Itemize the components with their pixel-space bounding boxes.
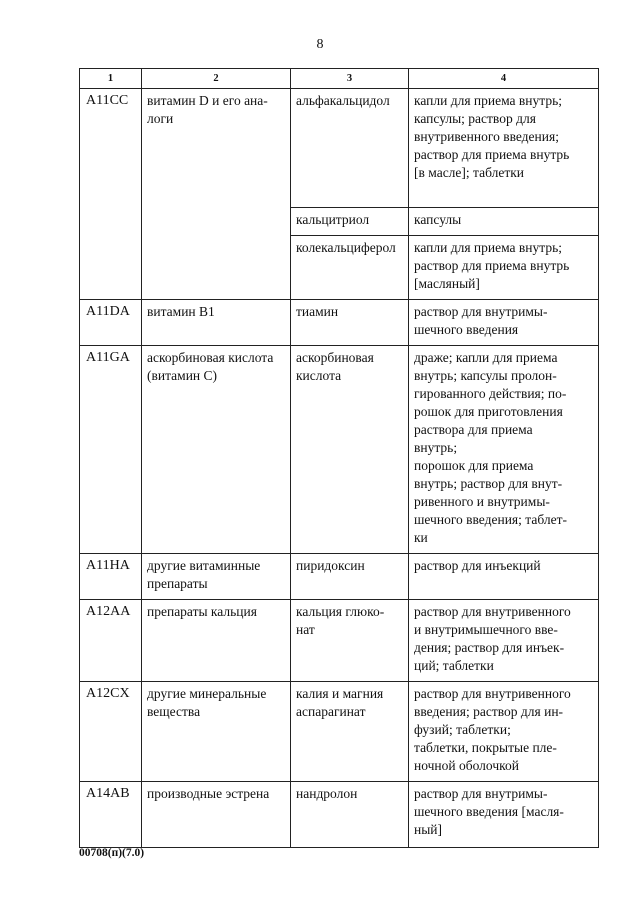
column-header: 1 xyxy=(80,69,142,89)
group-name: аскорбиновая кислота (витамин C) xyxy=(147,350,274,383)
group-name: витамин B1 xyxy=(147,304,215,319)
drug-name-cell xyxy=(291,89,409,208)
atc-code-cell xyxy=(80,89,142,300)
drug-name: кальцитриол xyxy=(296,212,370,227)
atc-code: A12CX xyxy=(86,686,130,701)
drug-name-cell xyxy=(291,346,409,554)
table-row xyxy=(80,782,599,848)
dosage-form: раствор для инъекций xyxy=(414,558,541,573)
table-row xyxy=(80,600,599,682)
drug-name-cell xyxy=(291,554,409,600)
drug-name: пиридоксин xyxy=(296,558,365,573)
drug-name-cell xyxy=(291,782,409,848)
group-cell xyxy=(142,89,291,300)
atc-code: A11CC xyxy=(86,93,129,108)
table-row xyxy=(80,682,599,782)
atc-code-cell xyxy=(80,554,142,600)
dosage-form-cell xyxy=(409,89,599,208)
dosage-form: раствор для внутримы- шечного введения xyxy=(414,304,548,337)
atc-code: A14AB xyxy=(86,786,130,801)
atc-code: A11GA xyxy=(86,350,130,365)
page-number: 8 xyxy=(316,37,324,52)
drug-name: нандролон xyxy=(296,786,358,801)
drug-name: кальция глюко- нат xyxy=(296,604,385,637)
drug-classification-table xyxy=(79,68,599,848)
dosage-form: раствор для внутривенного и внутримышечного вве- дения; раствор для инъек- ций; таблетки xyxy=(414,604,571,673)
dosage-form-cell xyxy=(409,600,599,682)
drug-name: тиамин xyxy=(296,304,339,319)
dosage-form: раствор для внутримы- шечного введения [масля- ный] xyxy=(414,786,564,837)
dosage-form: капсулы xyxy=(414,212,462,227)
atc-code-cell xyxy=(80,346,142,554)
atc-code-cell xyxy=(80,782,142,848)
drug-name: колекальциферол xyxy=(296,240,396,255)
dosage-form-cell xyxy=(409,208,599,236)
dosage-form-cell xyxy=(409,554,599,600)
column-header: 3 xyxy=(291,69,409,89)
atc-code-cell xyxy=(80,682,142,782)
dosage-form-cell xyxy=(409,782,599,848)
table-row xyxy=(80,554,599,600)
group-cell xyxy=(142,300,291,346)
group-name: витамин D и его ана- логи xyxy=(147,93,268,126)
group-cell xyxy=(142,554,291,600)
atc-code: A11DA xyxy=(86,304,130,319)
drug-name-cell xyxy=(291,682,409,782)
dosage-form: раствор для внутривенного введения; раствор для ин- фузий; таблетки; таблетки, покрытые пле- ночной оболочкой xyxy=(414,686,571,773)
group-name: другие минеральные вещества xyxy=(147,686,267,719)
drug-name: калия и магния аспарагинат xyxy=(296,686,384,719)
dosage-form: капли для приема внутрь; раствор для приема внутрь [масляный] xyxy=(414,240,570,291)
drug-name: аскорбиновая кислота xyxy=(296,350,374,383)
drug-name-cell xyxy=(291,236,409,300)
drug-name: альфакальцидол xyxy=(296,93,390,108)
header-row xyxy=(80,69,599,89)
group-name: препараты кальция xyxy=(147,604,257,619)
table-row xyxy=(80,346,599,554)
drug-name-cell xyxy=(291,600,409,682)
dosage-form-cell xyxy=(409,300,599,346)
dosage-form: драже; капли для приема внутрь; капсулы пролон- гированного действия; по- рошок для приготовления раствора для приема внутрь; порошок для приема внутрь; раствор для внут- ривенного и внутримы- шечного введения; таблет- ки xyxy=(414,350,567,545)
atc-code: A12AA xyxy=(86,604,131,619)
atc-code-cell xyxy=(80,300,142,346)
atc-code: A11HA xyxy=(86,558,130,573)
table-row xyxy=(80,300,599,346)
table-row xyxy=(80,89,599,208)
drug-name-cell xyxy=(291,208,409,236)
dosage-form-cell xyxy=(409,682,599,782)
group-cell xyxy=(142,682,291,782)
document-code-footer: 00708(п)(7.0) xyxy=(79,847,145,859)
group-cell xyxy=(142,600,291,682)
dosage-form-cell xyxy=(409,346,599,554)
column-header: 4 xyxy=(409,69,599,89)
group-name: производные эстрена xyxy=(147,786,270,801)
atc-code-cell xyxy=(80,600,142,682)
drug-name-cell xyxy=(291,300,409,346)
column-header: 2 xyxy=(142,69,291,89)
group-cell xyxy=(142,346,291,554)
dosage-form: капли для приема внутрь; капсулы; раствор для внутривенного введения; раствор для приема внутрь [в масле]; таблетки xyxy=(414,93,570,180)
group-cell xyxy=(142,782,291,848)
group-name: другие витаминные препараты xyxy=(147,558,261,591)
dosage-form-cell xyxy=(409,236,599,300)
